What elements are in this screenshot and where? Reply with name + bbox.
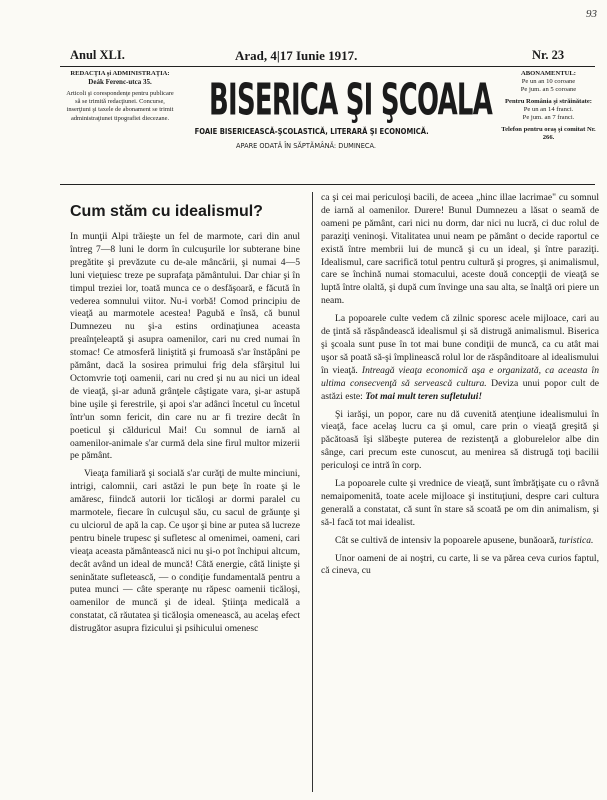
editorial-note: Articoli şi corespondenţe pentru publicare să se trimită redacţiunei. Concurse, inserţiuni şi taxele de abonament se trimit administraţiunei tipografiei diecezane. bbox=[66, 90, 174, 122]
article-column-left bbox=[70, 231, 300, 796]
article-emphasis: Intreagă vieaţa economică aşa e organizată, ca aceasta în ultima consecvenţă să servească cultura. bbox=[321, 364, 599, 389]
article-text: La popoarele culte vedem că zilnic sporesc acele mijloace, cari au de ţintă să răspândească idealismul şi să distrugă animalismul. Biserica şi şcoala sunt puse în tot mai bune condiţii de muncă, ca cu atât mai uşor să poată să-şi împlinească rolul lor de răspânditoare al idealismului în vieaţă. bbox=[321, 313, 599, 376]
article-paragraph: In munţii Alpi trăieşte un fel de marmote, cari din anul întreg 7—8 luni le dorm în culcuşurile lor subterane bine pregătite şi prevăzute cu de-ale mâncării, şi numai 4—5 luni vieţuiesc treze pe suprafaţa pământului. Dar chiar şi în timpul treziei lor, toată munca ce o desfăşoară, e făcută în vederea somnului viitor. Nu-i vorbă! Comod principiu de vieaţă au marmotele acestea! Pagubă e însă, că bunul Dumnezeu nu şi-a estins ordinaţiunea aceasta preaînţeleaptă şi asupra oamenilor, cari nu cred numai în stomac! Ce atmosferă liniştită şi frumoasă s'ar înstăpâni pe pământ, dacă la sosirea primului frig dela sfârşitul lui Octomvrie toţi oamenii, cari nu cred şi nu au nici un ideal de vieaţă, şi-ar adună grânţele câştigate vara, şi-ar astupă bine uşile şi ferestrile, şi apoi s'ar adânci încetul cu încetul într'un somn fericit, din care nu ar fi trezire decât în poeticul şi călduricul Mai! Cu somnul de iarnă al oamenilor-animale s'ar curmă dela sine firul multor mizerii pe pământ. bbox=[70, 231, 300, 462]
article-paragraph: Şi iarăşi, un popor, care nu dă cuvenită atenţiune idealismului în vieaţă, face acelaş lucru ca şi omul, care prin o vieaţă greşită şi păcătoasă îşi slăbeşte puterea de rezistenţă a globurelelor albe din sânge, cari precum este cunoscut, au menirea să distrugă toţi bacilii periculoşi ce intră în corp. bbox=[321, 408, 599, 472]
page-number: 93 bbox=[586, 8, 597, 20]
editorial-address: Deák Ferenc-utca 35. bbox=[88, 78, 152, 86]
masthead-frequency: APARE ODATĂ ÎN SĂPTĂMÂNĂ: DUMINECA. bbox=[236, 142, 376, 150]
masthead-title: BISERICA ŞI ŞCOALA bbox=[209, 75, 493, 126]
article-paragraph: Vieaţa familiară şi socială s'ar curăţi de multe minciuni, intrigi, calomnii, cari astăzi le pun beţe în roate şi le amăresc, fiindcă autorii lor ticăloşi ar dormi paralel cu marmotele, fiecare în culcuşul său, cu sacul de grăunţe şi cu ulciorul de apă la cap. Ce uşor şi bine ar putea să lucreze pentru binele trupesc şi sufletesc al omenimei, oameni, cari vieaţa aceasta pământească nici nu şi-o pot închipui altcum, decât având un ideal de muncă! Câtă energie, câtă linişte şi seninătate sufletească, — o condiţie fundamentală pentru a putea munci — câte speranţe nu răpesc oamenii ticăloşi, oamenilor de muncă şi de ideal. Ştiinţa medicală a constatat, că răutatea şi ticăloşia omenească, au acelaş efect distrugător asupra fizicului şi psihicului omenesc bbox=[70, 468, 300, 635]
column-divider bbox=[312, 192, 313, 792]
volume-label: Anul XLI. bbox=[70, 48, 125, 62]
header-rule-top bbox=[60, 66, 595, 67]
article-title: Cum stăm cu idealismul? bbox=[70, 203, 263, 220]
article-paragraph: La popoarele culte şi vrednice de vieaţă, sunt îmbrăţişate cu o râvnă nemaipomenită, toate acele mijloace şi instituţiuni, despre cari cultura generală a constatat, că sunt în stare să scoată pe om din animalism, şi să-l facă tot mai idealist. bbox=[321, 478, 599, 528]
article-column-right bbox=[321, 192, 599, 796]
masthead bbox=[175, 75, 493, 150]
article-text: Deviza unui popor cult de astăzi este: bbox=[321, 377, 599, 402]
article-paragraph: ca şi cei mai periculoşi bacili, de aceea „hinc illae lacrimae" cu somnul de iarnă al oamenilor. Durere! Bunul Dumnezeu a lăsat o seamă de oameni pe pământ, cari nici nu dorm, dar nici nu lucră, ci duc rolul de paraziţi veninoşi. Vitalitatea unui neam pe pământ o decide raportul ce există între membrii lui de muncă şi cu un ideal, şi între paraziţi. Idealismul, care sacrifică totul pentru cultură şi progres, şi animalismul, care se închină numai stomacului, aceste două concepţii de vieaţă se luptă între olaltă, şi după cum învinge una sau alta, se înalţă ori piere un neam. bbox=[321, 192, 599, 307]
subscription-title: ABONAMENTUL: bbox=[521, 70, 576, 77]
article-paragraph: Unor oameni de ai noştri, cu carte, li se va părea ceva curios faptul, că cineva, cu bbox=[321, 552, 599, 577]
date-label: Arad, 4|17 Iunie 1917. bbox=[235, 48, 358, 63]
article-emphasis: turistica. bbox=[559, 534, 594, 546]
editorial-title: REDACŢIA şi ADMINISTRAŢIA: bbox=[70, 70, 170, 77]
article-paragraph bbox=[321, 313, 599, 403]
subscription-abroad-title: Pentru România şi străinătate: bbox=[505, 98, 592, 105]
subscription-phone: Telefon pentru oraş şi comitat Nr. 266. bbox=[501, 126, 596, 141]
article-paragraph bbox=[321, 535, 599, 548]
subscription-abroad-half: Pe jum. an 7 franci. bbox=[522, 114, 575, 121]
header-rule-bottom bbox=[60, 184, 595, 185]
subscription-year: Pe un an 10 coroane bbox=[521, 78, 576, 85]
issue-number: Nr. 23 bbox=[532, 48, 565, 62]
subscription-abroad-year: Pe un an 14 franci. bbox=[523, 106, 574, 113]
subscription-box bbox=[500, 70, 597, 142]
article-motto: Tot mai mult teren sufletului! bbox=[365, 390, 483, 402]
subscription-half: Pe jum. an 5 coroane bbox=[520, 86, 577, 93]
editorial-box bbox=[64, 70, 176, 123]
masthead-subtitle: FOAIE BISERICEASCĂ-ŞCOLASTICĂ, LITERARĂ ŞI ECONOMICĂ. bbox=[194, 127, 429, 136]
article-text: Cât se cultivă de intensiv la popoarele apusene, bunăoară, bbox=[335, 534, 557, 546]
